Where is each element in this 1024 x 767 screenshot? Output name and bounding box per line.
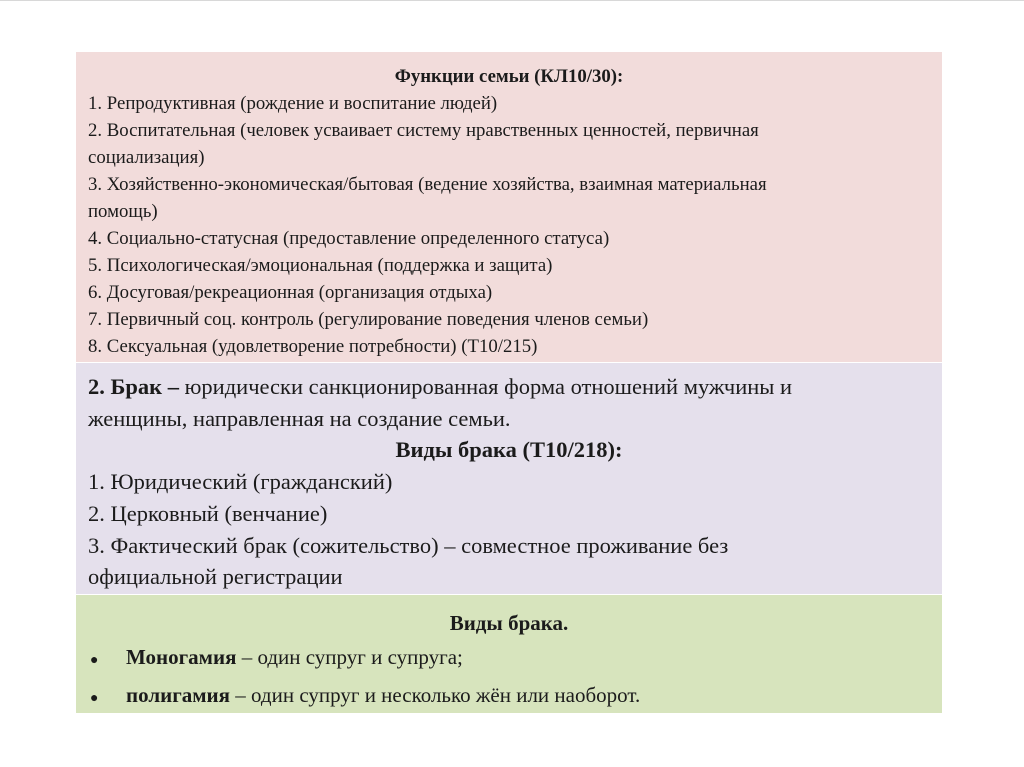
marriage-type-item: 2. Церковный (венчание) <box>88 500 328 526</box>
functions-item: 7. Первичный соц. контроль (регулирование поведения членов семьи) <box>88 309 649 330</box>
marriage-type-item: 3. Фактический брак (сожительство) – совместное проживание без <box>88 532 729 558</box>
functions-item: 8. Сексуальная (удовлетворение потребности) (Т10/215) <box>88 336 538 357</box>
forms-text: – один супруг и супруга; <box>236 645 463 669</box>
functions-item: 4. Социально-статусная (предоставление определенного статуса) <box>88 228 610 249</box>
functions-item: 6. Досуговая/рекреационная (организация отдыха) <box>88 282 493 303</box>
bullet-icon: ● <box>90 691 99 706</box>
bullet-icon: ● <box>90 653 99 668</box>
forms-term: Моногамия <box>126 645 237 669</box>
forms-term: полигамия <box>126 683 231 707</box>
marriage-definition-text: юридически санкционированная форма отношений мужчины и <box>178 374 793 399</box>
marriage-type-item: 1. Юридический (гражданский) <box>88 469 393 495</box>
functions-item: 5. Психологическая/эмоциональная (поддержка и защита) <box>88 255 553 276</box>
marriage-term: 2. Брак – <box>88 374 179 399</box>
functions-title: Функции семьи (КЛ10/30): <box>394 66 624 87</box>
marriage-cell <box>76 363 942 595</box>
list-item <box>88 678 930 716</box>
functions-item: 3. Хозяйственно-экономическая/бытовая (ведение хозяйства, взаимная материальная <box>88 174 767 195</box>
functions-item: 1. Репродуктивная (рождение и воспитание людей) <box>88 93 498 114</box>
functions-item: социализация) <box>88 147 205 168</box>
family-functions-cell <box>76 52 942 363</box>
marriage-definition-cont: женщины, направленная на создание семьи. <box>88 405 511 431</box>
marriage-definition <box>88 371 930 403</box>
marriage-types-title: Виды брака (Т10/218): <box>395 437 623 463</box>
marriage-forms-cell <box>76 595 942 714</box>
slide-table <box>76 52 942 714</box>
list-item <box>88 640 930 678</box>
forms-title: Виды брака. <box>449 611 569 635</box>
functions-item: помощь) <box>88 201 158 222</box>
marriage-type-item: официальной регистрации <box>88 564 343 590</box>
top-divider <box>0 0 1024 1</box>
functions-item: 2. Воспитательная (человек усваивает систему нравственных ценностей, первичная <box>88 120 759 141</box>
forms-text: – один супруг и несколько жён или наоборот. <box>230 683 641 707</box>
